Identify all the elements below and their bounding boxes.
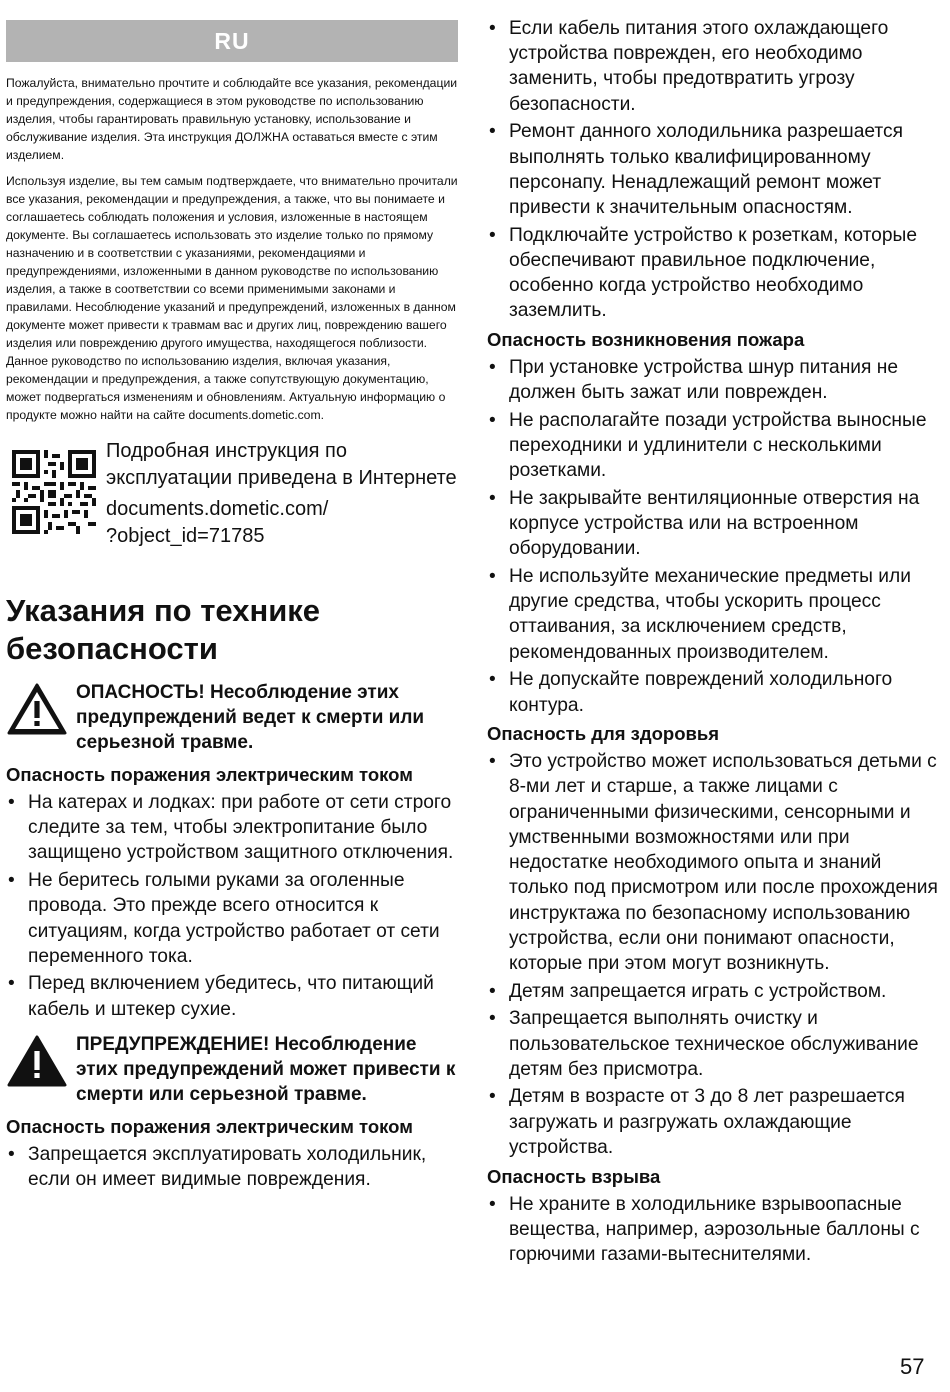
electric-shock-heading-1: Опасность поражения электрическим током: [6, 764, 413, 785]
danger-warning-triangle-icon: [6, 682, 68, 736]
online-manual-text: [106, 438, 458, 550]
fire-hazard-list: [487, 355, 942, 718]
list-item: • Детям запрещается играть с устройством.: [487, 979, 942, 1004]
online-manual-url[interactable]: [106, 496, 458, 550]
qr-code-icon: [12, 450, 96, 534]
list-item: • Запрещается выполнять очистку и пользовательское техническое обслуживание детям без присмотра.: [487, 1006, 942, 1082]
warning-label: ПРЕДУПРЕЖДЕНИЕ! Несоблюдение этих предупреждений может привести к смерти или серьезной травме.: [76, 1033, 456, 1105]
health-hazard-list: [487, 749, 942, 1160]
list-item: • Не допускайте повреждений холодильного контура.: [487, 667, 942, 717]
list-item: • Перед включением убедитесь, что питающий кабель и штекер сухие.: [6, 971, 458, 1021]
list-item: • Не храните в холодильнике взрывоопасные вещества, например, аэрозольные баллоны с горючими газами-вытеснителями.: [487, 1192, 942, 1268]
fire-hazard-heading: Опасность возникновения пожара: [487, 328, 805, 350]
health-hazard-heading: Опасность для здоровья: [487, 723, 720, 745]
list-item: • При установке устройства шнур питания не должен быть зажат или поврежден.: [487, 355, 942, 405]
warning-triangle-icon: [6, 1034, 68, 1088]
list-item: • Не располагайте позади устройства выносные переходники и удлинители с несколькими розетками.: [487, 408, 942, 484]
electric-shock-list-3: [487, 16, 942, 323]
list-item: • Это устройство может использоваться детьми с 8-ми лет и старше, а также лицами с ограниченными физическими, сенсорными и умственными возможностями или при недостатке необходимого опыта и знаний только под присмотром или после прохождения инструктажа по безопасному использованию устройства, если они понимают опасности, которые при этом могут возникнуть.: [487, 749, 942, 976]
list-item: • Не закрывайте вентиляционные отверстия на корпусе устройства или на встроенном оборудовании.: [487, 486, 942, 562]
intro-paragraph-2: Используя изделие, вы тем самым подтверждаете, что внимательно прочитали все указания, рекомендации и предупреждения, а также, что вы понимаете и соглашаетесь соблюдать положения и условия, изложенные в настоящем документе. Вы соглашаетесь использовать это изделие только по прямому назначению и в соответствии с указаниями, рекомендациями и предупреждениями, изложенными в данном руководстве по использованию изделия, а также в соответствии со всеми применимыми законами и правилами. Несоблюдение указаний и предупреждений, изложенных в данном документе может привести к травмам вас и других лиц, повреждению вашего изделия или повреждению другого имущества, находящегося поблизости. Данное руководство по использованию изделия, включая указания, рекомендации и предупреждения, а также сопутствующую документацию, может подвергаться изменениям и обновлениям. Актуальную информацию о продукте можно найти на сайте documents.dometic.com.: [6, 174, 458, 422]
list-item: • Ремонт данного холодильника разрешается выполнять только квалифицированному персонапу. Ненадлежащий ремонт может привести к значительным опасностям.: [487, 119, 942, 220]
intro-paragraph-1: Пожалуйста, внимательно прочтите и соблюдайте все указания, рекомендации и предупреждения, содержащиеся в этом руководстве по использованию изделия, чтобы гарантировать правильную установку, использование и обслуживание изделия. Эта инструкция ДОЛЖНА оставаться вместе с этим изделием.: [6, 76, 458, 162]
url-line-2: ?object_id=71785: [106, 525, 265, 547]
list-item: • Подключайте устройство к розеткам, которые обеспечивают правильное подключение, особенно когда устройство необходимо заземлить.: [487, 223, 942, 324]
list-item: • Не беритесь голыми руками за оголенные провода. Это прежде всего относится к ситуациям, когда устройство работает от сети переменного тока.: [6, 868, 458, 969]
danger-notice: [6, 680, 458, 755]
warning-notice: [6, 1032, 458, 1107]
electric-shock-list-2: [6, 1142, 458, 1192]
online-manual-block: [6, 438, 458, 550]
list-item: • Детям в возрасте от 3 до 8 лет разрешается загружать и разгружать охлаждающие устройства.: [487, 1084, 942, 1160]
left-column: [6, 20, 458, 1195]
online-manual-caption: Подробная инструкция по эксплуатации приведена в Интернете: [106, 440, 457, 489]
page-number: 57: [900, 1354, 925, 1379]
url-line-1: documents.dometic.com/: [106, 498, 329, 520]
explosion-hazard-heading: Опасность взрыва: [487, 1165, 661, 1187]
list-item: • Не используйте механические предметы или другие средства, чтобы ускорить процесс оттаивания, за исключением средств, рекомендованных производителем.: [487, 564, 942, 665]
safety-title: Указания по технике безопасности: [6, 593, 321, 666]
language-code: RU: [214, 28, 250, 54]
right-column: [487, 16, 942, 1270]
explosion-hazard-list: [487, 1192, 942, 1268]
danger-label: ОПАСНОСТЬ! Несоблюдение этих предупреждений ведет к смерти или серьезной травме.: [76, 682, 425, 753]
list-item: • Запрещается эксплуатировать холодильник, если он имеет видимые повреждения.: [6, 1142, 458, 1192]
electric-shock-list-1: [6, 790, 458, 1022]
list-item: • Если кабель питания этого охлаждающего устройства поврежден, его необходимо заменить, чтобы предотвратить угрозу безопасности.: [487, 16, 942, 117]
language-bar: [6, 20, 458, 62]
electric-shock-heading-2: Опасность поражения электрическим током: [6, 1115, 413, 1137]
list-item: • На катерах и лодках: при работе от сети строго следите за тем, чтобы электропитание было защищено устройством защитного отключения.: [6, 790, 458, 866]
